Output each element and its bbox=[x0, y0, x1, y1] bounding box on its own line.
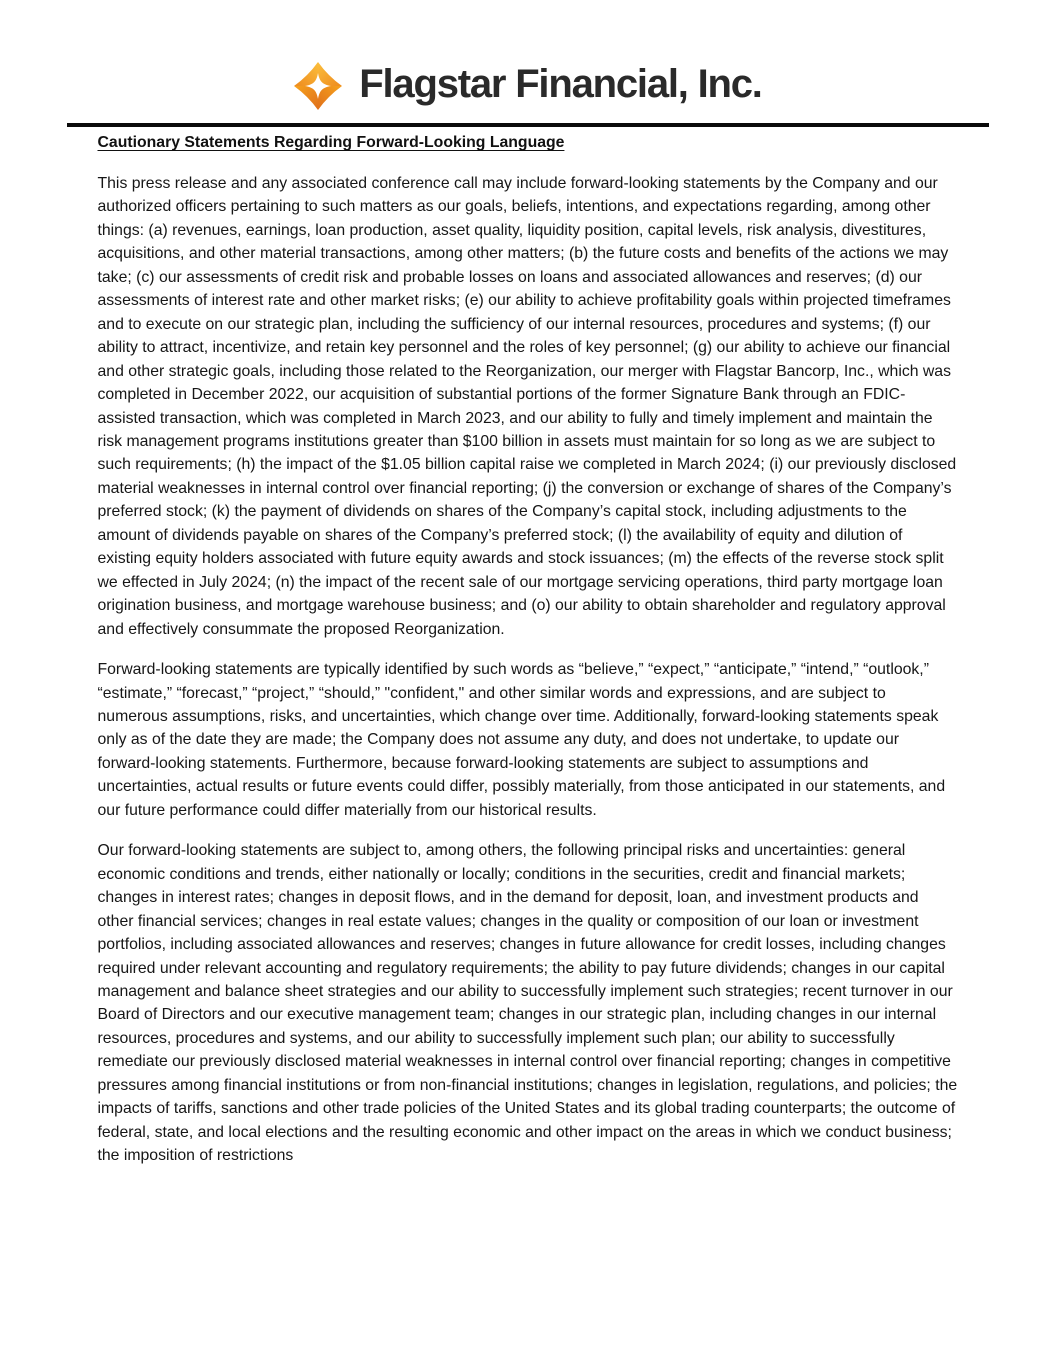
company-logo bbox=[0, 0, 1055, 112]
flagstar-star-icon bbox=[293, 60, 343, 112]
paragraph-principal-risks: Our forward-looking statements are subject to, among others, the following principal risks and uncertainties: general economic conditions and trends, either nationally or locally; conditions in the securities, credit and financial markets; changes in interest rates; changes in deposit flows, and in the demand for deposit, loan, and investment products and other financial services; changes in real estate values; changes in the quality or composition of our loan or investment portfolios, including associated allowances and reserves; changes in future allowance for credit losses, including changes required under relevant accounting and regulatory requirements; the ability to pay future dividends; changes in our capital management and balance sheet strategies and our ability to successfully implement such strategies; recent turnover in our Board of Directors and our executive management team; changes in our strategic plan, including changes in our internal resources, procedures and systems, and our ability to successfully implement such plan; our ability to successfully remediate our previously disclosed material weaknesses in internal control over financial reporting; changes in competitive pressures among financial institutions or from non-financial institutions; changes in legislation, regulations, and policies; the impacts of tariffs, sanctions and other trade policies of the United States and its global trading counterparts; the outcome of federal, state, and local elections and the resulting economic and other impact on the areas in which we conduct business; the imposition of restrictions bbox=[97, 842, 958, 1165]
company-name: Flagstar Financial, Inc. bbox=[359, 62, 762, 106]
paragraph-forward-looking-statements: This press release and any associated conference call may include forward-looking statements by the Company and our authorized officers pertaining to such matters as our goals, beliefs, intentions, and expectations regarding, among other things: (a) revenues, earnings, loan production, asset quality, liquidity position, capital levels, risk analysis, divestitures, acquisitions, and other material transactions, among other matters; (b) the future costs and benefits of the actions we may take; (c) our assessments of credit risk and probable losses on loans and associated allowances and reserves; (d) our assessments of interest rate and other market risks; (e) our ability to achieve profitability goals within projected timeframes and to execute on our strategic plan, including the sufficiency of our internal resources, procedures and systems; (f) our ability to attract, incentivize, and retain key personnel and the roles of key personnel; (g) our ability to achieve our financial and other strategic goals, including those related to the Reorganization, our merger with Flagstar Bancorp, Inc., which was completed in December 2022, our acquisition of substantial portions of the former Signature Bank through an FDIC-assisted transaction, which was completed in March 2023, and our ability to fully and timely implement and maintain the risk management programs institutions greater than $100 billion in assets must maintain for so long as we are subject to such requirements; (h) the impact of the $1.05 billion capital raise we completed in March 2024; (i) our previously disclosed material weaknesses in internal control over financial reporting; (j) the conversion or exchange of shares of the Company’s preferred stock; (k) the payment of dividends on shares of the Company’s capital stock, including adjustments to the amount of dividends payable on shares of the Company’s preferred stock; (l) the availability of equity and dilution of existing equity holders associated with future equity awards and stock issuances; (m) the effects of the reverse stock split we effected in July 2024; (n) the impact of the recent sale of our mortgage servicing operations, third party mortgage loan origination business, and mortgage warehouse business; and (o) our ability to obtain shareholder and regulatory approval and effectively consummate the proposed Reorganization. bbox=[97, 175, 957, 638]
paragraph-identifying-words: Forward-looking statements are typically identified by such words as “believe,” “expect,” “anticipate,” “intend,” “outlook,” “estimate,” “forecast,” “project,” “should,” "confident," and other similar words and expressions, and are subject to numerous assumptions, risks, and uncertainties, which change over time. Additionally, forward-looking statements speak only as of the date they are made; the Company does not assume any duty, and does not undertake, to update our forward-looking statements. Furthermore, because forward-looking statements are subject to assumptions and uncertainties, actual results or future events could differ, possibly materially, from those anticipated in our statements, and our future performance could differ materially from our historical results. bbox=[97, 661, 946, 819]
document-body bbox=[98, 127, 958, 1168]
section-heading: Cautionary Statements Regarding Forward-Looking Language bbox=[97, 134, 565, 151]
